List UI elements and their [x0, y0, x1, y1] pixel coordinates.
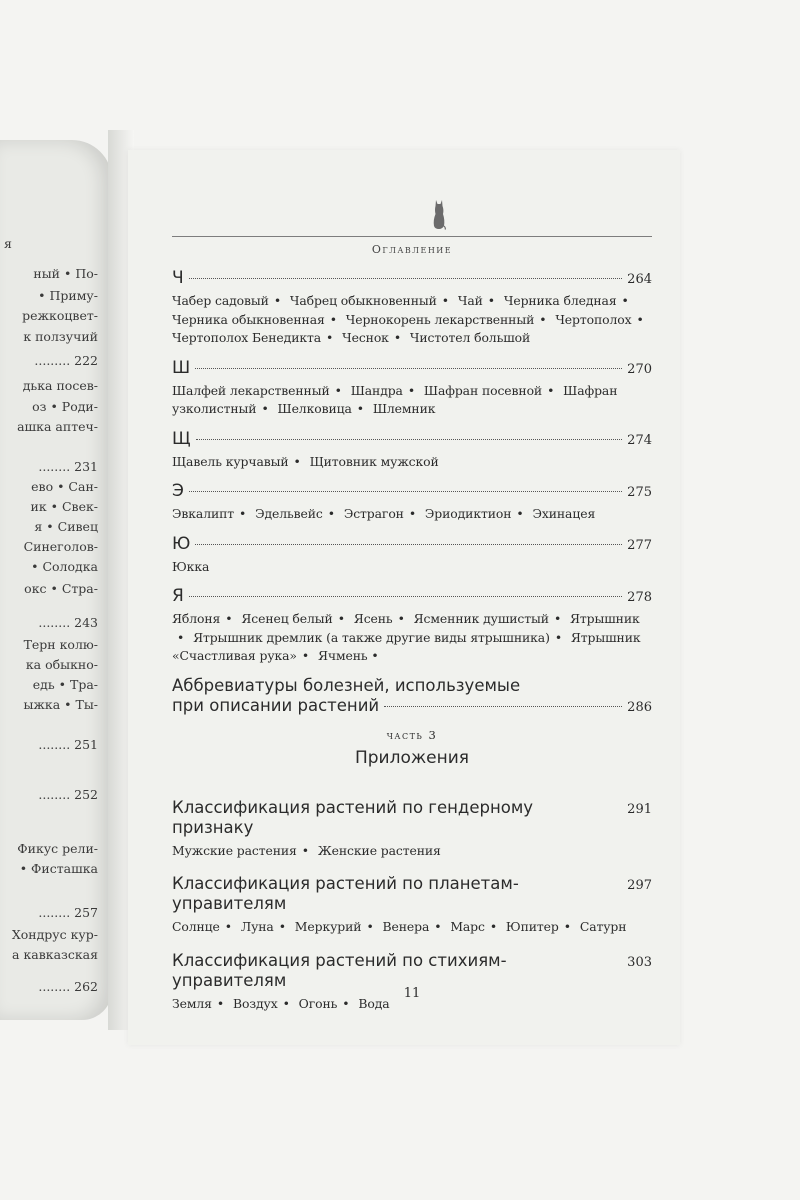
entry-link[interactable]: Шафран посевной: [423, 382, 543, 398]
section-heading[interactable]: [172, 586, 652, 606]
bullet-separator: •: [327, 506, 335, 521]
left-page-line: • Фисташка: [19, 861, 98, 876]
section-page-number: 270: [627, 361, 652, 377]
appendix-section-0: [172, 798, 652, 861]
bullet-separator: •: [636, 311, 644, 327]
appendix-heading[interactable]: [172, 951, 652, 991]
entry-link[interactable]: Шалфей лекарственный: [172, 382, 330, 398]
entry-link[interactable]: Эхинацея: [532, 506, 596, 521]
toc-section-4: [172, 534, 652, 577]
bullet-separator: •: [225, 611, 233, 626]
entry-link[interactable]: Черника обыкновенная: [172, 311, 325, 327]
dot-leader: [189, 491, 622, 492]
section-entries: [172, 558, 652, 577]
left-page-line: ........ 252: [38, 787, 98, 802]
appendix-title: Классификация растений по гендерному признаку: [172, 797, 534, 837]
appendix-entries: [172, 918, 652, 937]
left-page-line: Фикус рели-: [17, 841, 98, 856]
header-rule: [172, 236, 652, 237]
entry-link[interactable]: Эдельвейс: [255, 506, 323, 521]
appendix-entries: [172, 842, 652, 861]
section-entries: [172, 382, 652, 419]
entry-link[interactable]: Ятрышник дремлик (а также другие виды ятрышника): [193, 629, 550, 645]
bullet-separator: •: [407, 382, 416, 398]
bullet-separator: •: [301, 842, 309, 858]
bullet-separator: •: [293, 453, 301, 469]
dot-leader: [196, 439, 623, 440]
section-heading[interactable]: [172, 429, 652, 449]
section-letter: Ш: [172, 357, 191, 378]
entry-link[interactable]: Чабер садовый: [172, 293, 269, 308]
left-page-line: ка обыкно-: [25, 657, 98, 672]
appendix-page-number: 291: [627, 801, 652, 817]
left-page-line: • Приму-: [38, 288, 98, 303]
left-page-line: окс • Стра-: [24, 581, 98, 596]
section-entries: [172, 292, 652, 348]
entry-link[interactable]: Огонь: [298, 995, 338, 1011]
section-heading[interactable]: [172, 268, 652, 288]
entry-link[interactable]: Чай: [457, 293, 483, 308]
left-page-line: ашка аптеч-: [17, 419, 98, 434]
bullet-separator: •: [434, 919, 442, 934]
bullet-separator: •: [301, 648, 310, 663]
cat-ornament-icon: [432, 198, 446, 230]
entry-link[interactable]: Шандра: [350, 382, 403, 398]
section-heading[interactable]: [172, 534, 652, 554]
entry-link[interactable]: Земля: [172, 995, 212, 1011]
left-page-line: а кавказская: [12, 947, 98, 962]
entry-link[interactable]: Эстрагон: [343, 506, 404, 521]
left-page-line: ный • По-: [33, 266, 98, 281]
section-letter: Ю: [172, 533, 191, 554]
entry-link[interactable]: Марс: [450, 919, 485, 934]
left-page-line: оз • Роди-: [32, 399, 98, 414]
appendix-title: Классификация растений по стихиям-управителям: [172, 950, 507, 990]
entry-link[interactable]: Чертополох: [555, 311, 632, 327]
bullet-separator: •: [554, 629, 563, 645]
left-page-line: ........ 257: [38, 905, 98, 920]
appendix-heading[interactable]: [172, 798, 652, 838]
part-label: часть 3: [386, 727, 438, 742]
toc-section-0: [172, 268, 652, 348]
section-entries: [172, 505, 652, 524]
bullet-separator: •: [224, 919, 232, 934]
left-page-line: ........ 262: [38, 979, 98, 994]
dot-leader: [384, 706, 622, 707]
bullet-separator: •: [273, 293, 282, 308]
bullet-separator: •: [329, 311, 337, 327]
left-page-line: ево • Сан-: [31, 479, 98, 494]
bullet-separator: •: [337, 611, 345, 626]
entry-link[interactable]: Луна: [240, 919, 274, 934]
appendix-page-number: 297: [627, 878, 652, 893]
entry-link[interactable]: Эвкалипт: [172, 506, 235, 521]
toc-section-3: [172, 481, 652, 524]
entry-link[interactable]: Ятрышник «Счастливая рука»: [172, 629, 641, 663]
left-page-line: к ползучий: [23, 329, 98, 344]
contents-page: [128, 150, 680, 1045]
bullet-separator: •: [487, 293, 496, 308]
entry-link[interactable]: Юпитер: [505, 919, 559, 934]
bullet-separator: •: [239, 506, 247, 521]
entry-link[interactable]: Вода: [358, 995, 390, 1011]
section-heading[interactable]: [172, 358, 652, 378]
section-letter: Э: [172, 481, 184, 501]
bullet-separator: •: [621, 293, 629, 308]
left-page-line: режкоцвет-: [22, 308, 98, 323]
bullet-separator: •: [326, 330, 334, 345]
left-page-line: Терн колю-: [23, 637, 98, 652]
bullet-separator: •: [539, 311, 547, 327]
entry-link[interactable]: Воздух: [232, 995, 278, 1011]
section-entries: [172, 453, 652, 472]
section-page-number: 264: [627, 272, 652, 287]
bullet-separator: •: [547, 382, 555, 398]
left-page-line: • Солодка: [31, 559, 98, 574]
entry-link[interactable]: Ясень: [353, 611, 393, 626]
appendix-page-number: 303: [627, 954, 652, 970]
entry-link[interactable]: Шлемник: [372, 401, 436, 416]
entry-link[interactable]: Черника бледная: [503, 293, 617, 308]
entry-link[interactable]: Ячмень •: [317, 648, 379, 663]
appendix-title: Классификация растений по планетам-управителям: [172, 874, 519, 913]
bullet-separator: •: [177, 629, 185, 645]
page-number: 11: [403, 986, 421, 1001]
section-heading[interactable]: [172, 481, 652, 501]
section-letter: Ч: [172, 268, 184, 288]
section-letter: Я: [172, 586, 184, 606]
appendix-heading[interactable]: [172, 874, 652, 914]
left-page-fragment: [0, 140, 112, 1020]
appendix-section-1: [172, 874, 652, 937]
left-page-line: ......... 222: [34, 353, 98, 368]
left-page-line: дька посев-: [22, 378, 98, 393]
left-page-line: едь • Тра-: [32, 677, 98, 692]
left-page-line: я • Сивец: [34, 519, 98, 534]
entry-link[interactable]: Ясенец белый: [241, 611, 333, 626]
dot-leader: [189, 278, 623, 279]
entry-link[interactable]: Чернокорень лекарственный: [345, 311, 535, 327]
abbreviations-title-row: [172, 696, 652, 716]
part-title: Приложения: [354, 747, 470, 768]
bullet-separator: •: [282, 995, 290, 1011]
abbreviations-page-number: 286: [627, 699, 652, 715]
bullet-separator: •: [553, 611, 562, 626]
entry-link[interactable]: Солнце: [172, 919, 220, 934]
bullet-separator: •: [278, 919, 286, 934]
bullet-separator: •: [563, 919, 571, 934]
dot-leader: [189, 596, 622, 597]
section-page-number: 274: [627, 432, 652, 448]
dot-leader: [195, 368, 622, 369]
entry-link[interactable]: Щитовник мужской: [309, 453, 439, 469]
running-head: Оглавление: [371, 243, 453, 256]
bullet-separator: •: [408, 506, 417, 521]
entry-link[interactable]: Щавель курчавый: [172, 453, 289, 469]
toc-section-1: [172, 358, 652, 419]
left-page-line: ........ 231: [38, 459, 98, 474]
bullet-separator: •: [366, 919, 374, 934]
left-page-line: ик • Свек-: [30, 499, 98, 514]
dot-leader: [195, 544, 622, 545]
toc-section-5: [172, 586, 652, 666]
entry-link[interactable]: Венера: [382, 919, 430, 934]
toc-list: [172, 268, 652, 1027]
abbreviations-title-line2: при описании растений: [172, 695, 380, 715]
abbreviations-entry[interactable]: [172, 676, 652, 716]
bullet-separator: •: [261, 401, 269, 416]
entry-link[interactable]: Эриодиктион: [424, 506, 512, 521]
entry-link[interactable]: Юкка: [172, 558, 210, 574]
left-page-line: ........ 243: [38, 615, 98, 630]
entry-link[interactable]: Женские растения: [317, 842, 441, 858]
section-page-number: 278: [627, 590, 652, 605]
left-page-line: я: [4, 236, 12, 251]
entry-link[interactable]: Шафран узколистный: [172, 382, 618, 416]
bullet-separator: •: [397, 611, 405, 626]
bullet-separator: •: [516, 506, 524, 521]
entry-link[interactable]: Ятрышник: [570, 611, 640, 626]
left-page-line: ........ 251: [38, 737, 98, 752]
section-page-number: 277: [627, 537, 652, 553]
entry-link[interactable]: Ясменник душистый: [413, 611, 549, 626]
entry-link[interactable]: Чабрец обыкновенный: [289, 293, 437, 308]
appendix-section-2: [172, 951, 652, 1014]
bullet-separator: •: [342, 995, 350, 1011]
section-page-number: 275: [627, 485, 652, 500]
bullet-separator: •: [393, 330, 402, 345]
bullet-separator: •: [356, 401, 364, 416]
bullet-separator: •: [441, 293, 450, 308]
left-page-line: Синеголов-: [23, 539, 98, 554]
bullet-separator: •: [334, 382, 342, 398]
section-entries: [172, 610, 652, 666]
entry-link[interactable]: Чеснок: [342, 330, 389, 345]
toc-section-2: [172, 429, 652, 472]
entry-link[interactable]: Сатурн: [579, 919, 627, 934]
section-letter: Щ: [172, 428, 191, 449]
entry-link[interactable]: Меркурий: [294, 919, 362, 934]
entry-link[interactable]: Мужские растения: [172, 842, 297, 858]
left-page-line: ыжка • Ты-: [23, 697, 98, 712]
entry-link[interactable]: Яблоня: [172, 611, 221, 626]
entry-link[interactable]: Чистотел большой: [409, 330, 531, 345]
bullet-separator: •: [216, 995, 225, 1011]
entry-link[interactable]: Чертополох Бенедикта: [172, 330, 322, 345]
abbreviations-title-line1: Аббревиатуры болезней, используемые: [172, 675, 521, 695]
left-page-line: Хондрус кур-: [11, 927, 98, 942]
bullet-separator: •: [489, 919, 498, 934]
entry-link[interactable]: Шелковица: [277, 401, 352, 416]
